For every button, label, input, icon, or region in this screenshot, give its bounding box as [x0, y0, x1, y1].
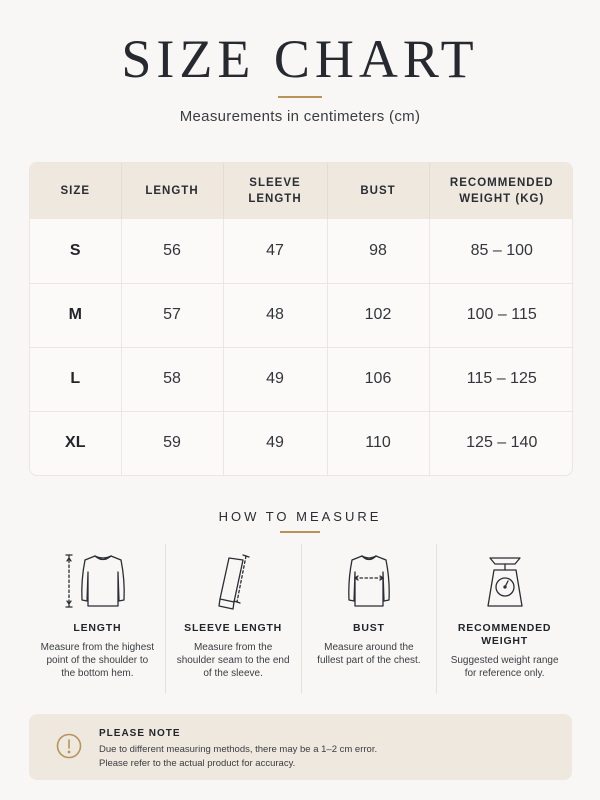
table-row	[30, 347, 573, 411]
page-subtitle: Measurements in centimeters (cm)	[179, 108, 421, 125]
measure-item-sleeve-length	[165, 544, 301, 694]
page-title: SIZE CHART	[121, 29, 479, 89]
table-row	[30, 283, 573, 347]
cell-sleeve: 49	[223, 347, 327, 411]
cell-bust: 106	[327, 347, 429, 411]
cell-length: 58	[121, 347, 223, 411]
note-text-line-1: Due to different measuring methods, there may be a 1–2 cm error.	[99, 744, 378, 755]
measure-description: Measure around the fullest part of the chest.	[317, 642, 421, 666]
cell-size: XL	[30, 411, 121, 475]
cell-sleeve: 48	[223, 283, 327, 347]
cell-size: S	[69, 241, 81, 259]
header-weight	[429, 163, 573, 219]
cell-weight: 85 – 100	[429, 219, 573, 283]
please-note-box	[29, 714, 572, 780]
header-bust: BUST	[327, 163, 429, 219]
measure-label: SLEEVE LENGTH	[184, 622, 283, 634]
cell-weight: 125 – 140	[429, 411, 573, 475]
measure-description: Measure from the shoulder seam to the end of the sleeve.	[176, 642, 290, 679]
header-weight-line-1: RECOMMENDED	[449, 177, 554, 189]
measure-label: BUST	[352, 622, 385, 634]
measure-label	[437, 622, 572, 648]
how-to-measure-divider	[280, 531, 320, 533]
measure-label-line-2: WEIGHT	[481, 635, 529, 647]
length-shirt-icon	[62, 550, 132, 612]
header-weight-line-2: WEIGHT (KG)	[459, 193, 545, 205]
measure-description: Suggested weight range for reference only.	[450, 655, 559, 679]
size-table	[29, 162, 573, 476]
measure-item-recommended-weight	[436, 544, 572, 694]
table-row	[30, 411, 573, 475]
cell-bust: 102	[327, 283, 429, 347]
cell-sleeve: 49	[223, 411, 327, 475]
cell-bust: 98	[327, 219, 429, 283]
cell-length: 59	[121, 411, 223, 475]
header-sleeve-line-2: LENGTH	[248, 193, 302, 205]
cell-length: 57	[121, 283, 223, 347]
cell-size: L	[30, 347, 121, 411]
measure-label-line-1: RECOMMENDED	[457, 622, 552, 634]
note-title: PLEASE NOTE	[99, 728, 181, 739]
cell-length: 56	[121, 219, 223, 283]
title-divider	[278, 96, 322, 98]
how-to-measure-grid	[30, 544, 572, 694]
measure-item-bust	[301, 544, 437, 694]
scale-icon	[470, 550, 540, 612]
measure-label: LENGTH	[73, 622, 122, 634]
how-to-measure-title: HOW TO MEASURE	[218, 509, 382, 524]
table-header-row	[30, 163, 573, 219]
table-row	[30, 219, 573, 283]
measure-item-length	[30, 544, 165, 694]
cell-weight: 100 – 115	[429, 283, 573, 347]
cell-sleeve: 47	[223, 219, 327, 283]
alert-circle-icon	[56, 733, 82, 759]
cell-size: M	[30, 283, 121, 347]
header-length: LENGTH	[121, 163, 223, 219]
header-sleeve-line-1: SLEEVE	[249, 177, 301, 189]
header-size: SIZE	[60, 185, 91, 197]
measure-description: Measure from the highest point of the shoulder to the bottom hem.	[40, 642, 155, 679]
cell-bust: 110	[327, 411, 429, 475]
cell-weight: 115 – 125	[429, 347, 573, 411]
sleeve-icon	[198, 550, 268, 612]
note-text-line-2: Please refer to the actual product for accuracy.	[99, 758, 296, 769]
bust-shirt-icon	[334, 550, 404, 612]
header-sleeve-length	[223, 163, 327, 219]
